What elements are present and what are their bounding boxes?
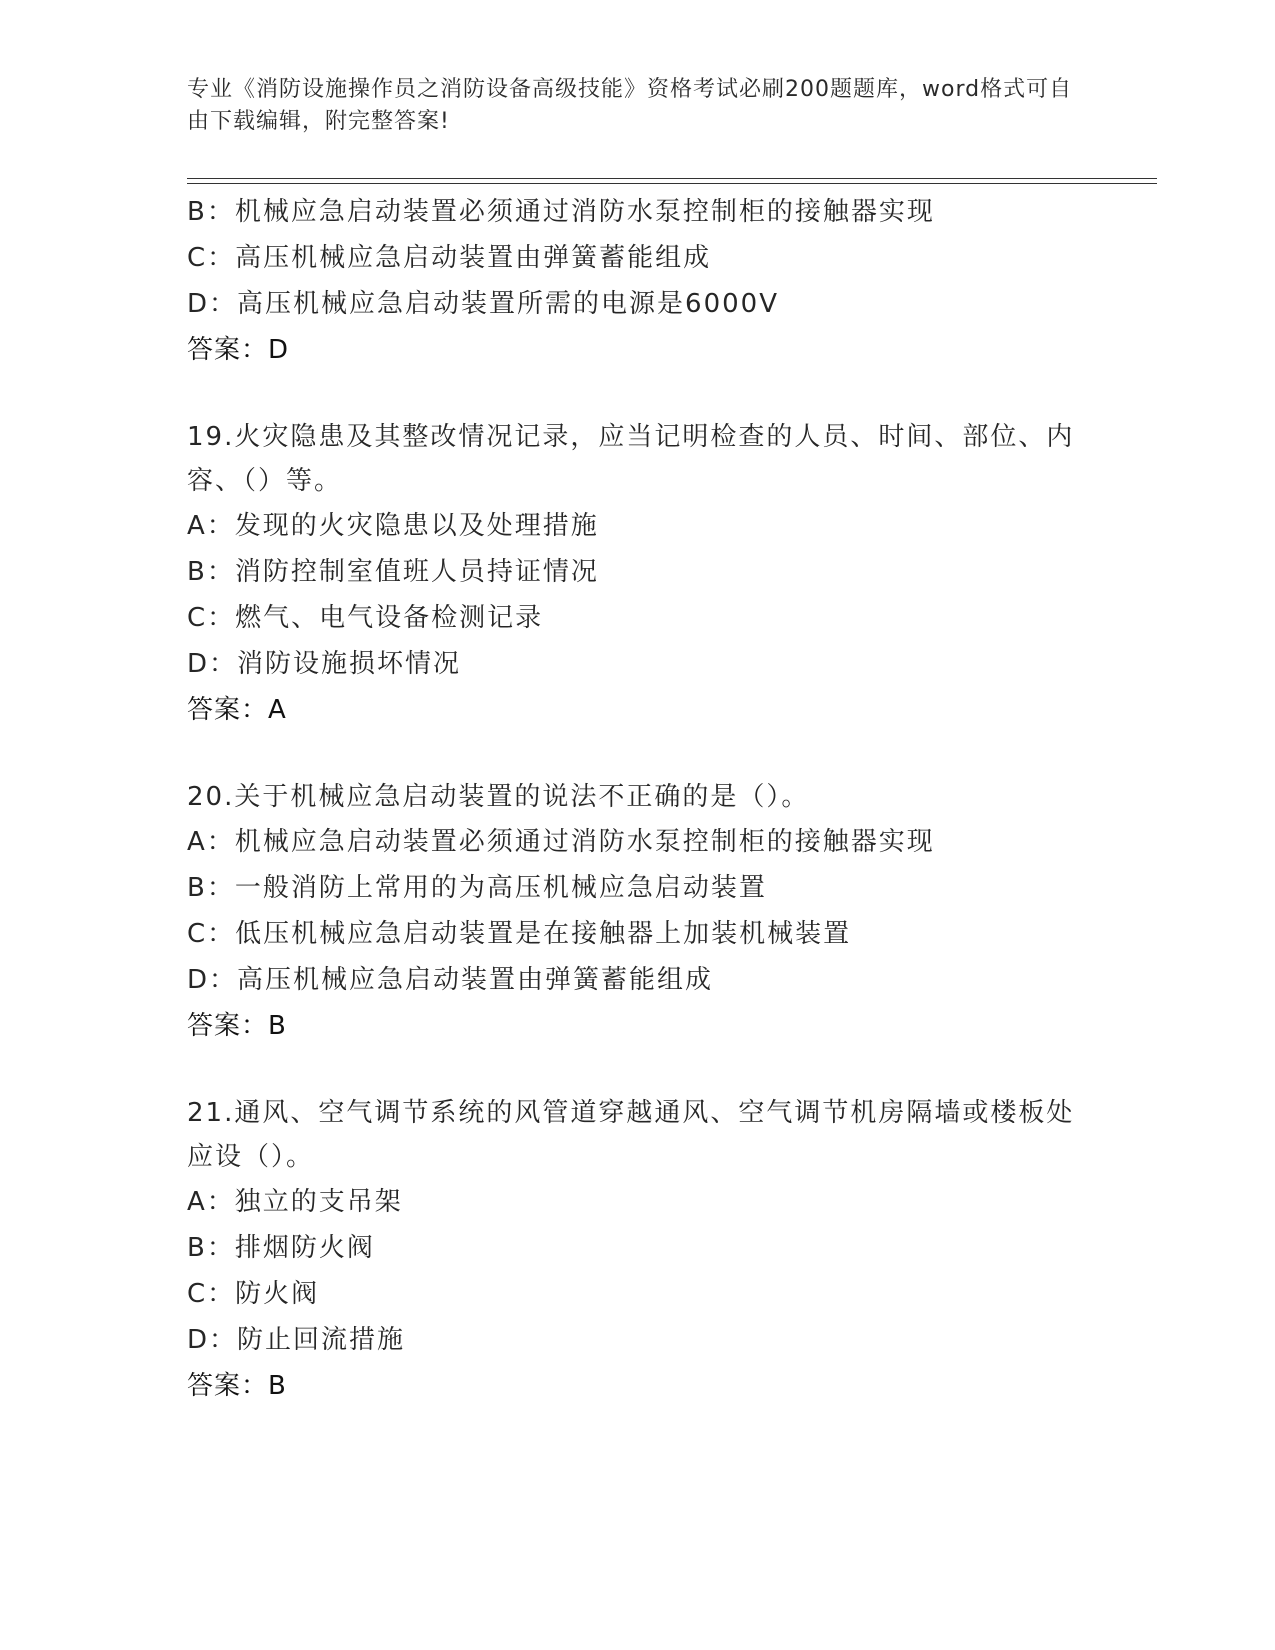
question-text: 19.火灾隐患及其整改情况记录，应当记明检查的人员、时间、部位、内容、（）等。 (187, 422, 1075, 496)
answer-line: 答案：B (187, 1371, 287, 1401)
spacer (187, 1049, 1087, 1091)
question-block-18 (187, 189, 1087, 373)
question-text: 20.关于机械应急启动装置的说法不正确的是（）。 (187, 782, 810, 812)
option-d: D：高压机械应急启动装置由弹簧蓄能组成 (187, 965, 714, 995)
option-c: C：防火阀 (187, 1279, 320, 1309)
header-divider-top (187, 178, 1157, 179)
question-block-19 (187, 415, 1087, 733)
option-a: A：发现的火灾隐患以及处理措施 (187, 511, 599, 541)
option-b: B：机械应急启动装置必须通过消防水泵控制柜的接触器实现 (187, 197, 935, 227)
option-b: B：消防控制室值班人员持证情况 (187, 557, 599, 587)
question-block-21 (187, 1091, 1087, 1409)
option-d: D：消防设施损坏情况 (187, 649, 462, 679)
option-a: A：机械应急启动装置必须通过消防水泵控制柜的接触器实现 (187, 827, 935, 857)
question-block-20 (187, 775, 1087, 1049)
option-a: A：独立的支吊架 (187, 1187, 403, 1217)
option-b: B：排烟防火阀 (187, 1233, 375, 1263)
question-text: 21.通风、空气调节系统的风管道穿越通风、空气调节机房隔墙或楼板处应设（）。 (187, 1098, 1075, 1172)
header-divider-bottom (187, 183, 1157, 184)
answer-line: 答案：D (187, 335, 290, 365)
question-list (187, 189, 1087, 1409)
option-c: C：燃气、电气设备检测记录 (187, 603, 544, 633)
document-header: 专业《消防设施操作员之消防设备高级技能》资格考试必刷200题题库，word格式可自由下载编辑，附完整答案! (187, 77, 1073, 134)
answer-line: 答案：B (187, 1011, 287, 1041)
option-b: B：一般消防上常用的为高压机械应急启动装置 (187, 873, 767, 903)
option-d: D：高压机械应急启动装置所需的电源是6000V (187, 289, 779, 319)
option-d: D：防止回流措施 (187, 1325, 406, 1355)
spacer (187, 733, 1087, 775)
answer-line: 答案：A (187, 695, 287, 725)
option-c: C：高压机械应急启动装置由弹簧蓄能组成 (187, 243, 712, 273)
option-c: C：低压机械应急启动装置是在接触器上加装机械装置 (187, 919, 852, 949)
spacer (187, 373, 1087, 415)
